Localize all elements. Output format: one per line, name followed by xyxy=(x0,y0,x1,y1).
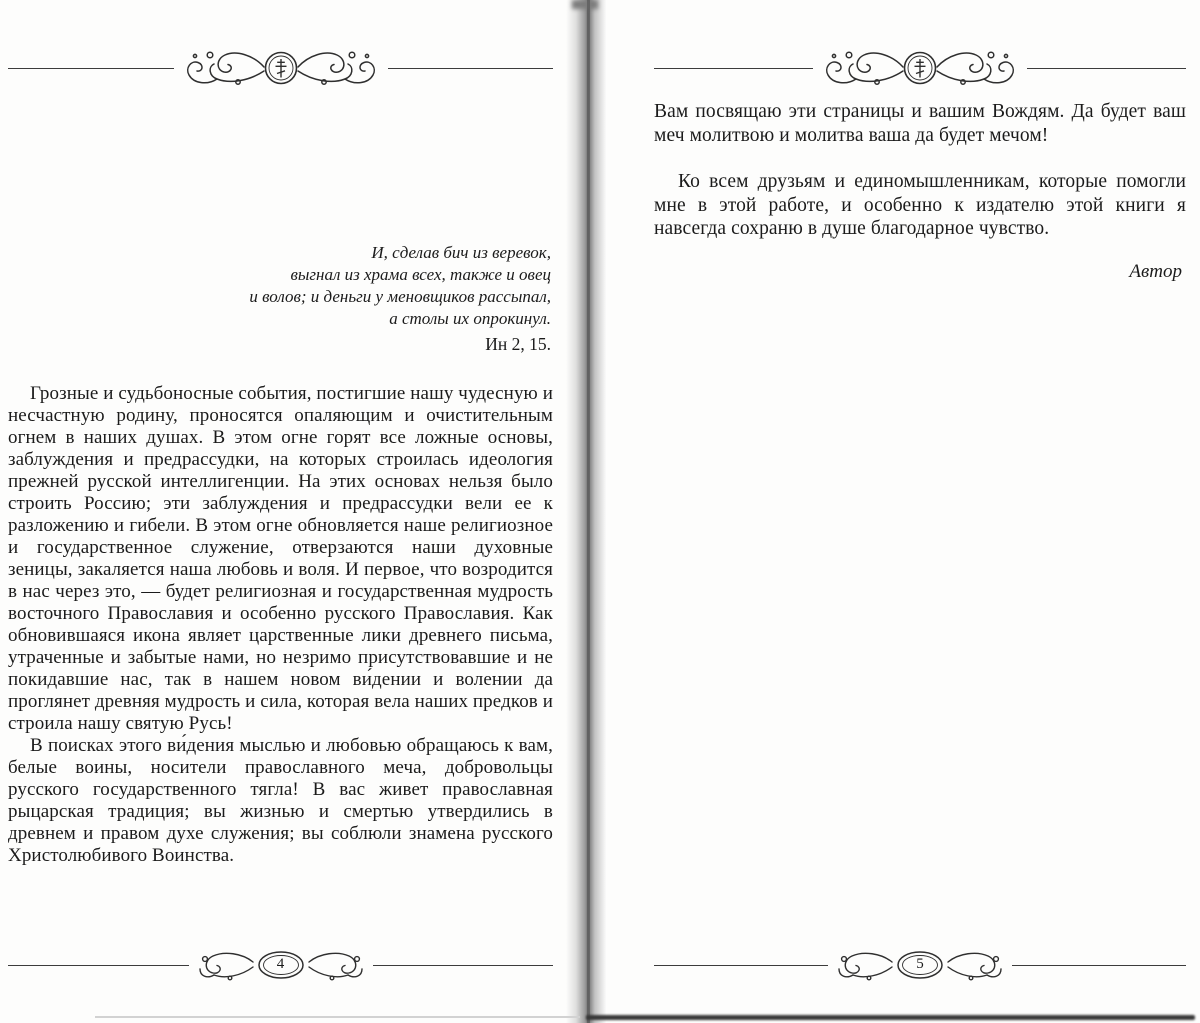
page-footer xyxy=(654,947,1186,983)
epigraph-source: Ин 2, 15. xyxy=(485,334,551,354)
page-left xyxy=(8,0,553,1023)
body-paragraph: В поисках этого ви́дения мыслью и любовью обращаюсь к вам, белые воины, носители православного меча, добровольцы русского государственного тягла! В вас живет православная рыцарская традиция; вы жизнью и смертью утвердились в древнем и правом духе служения; вы соблюли знамена русского Христолюбивого Воинства. xyxy=(8,735,553,866)
orthodox-cross-medallion-icon xyxy=(820,44,1020,92)
footer-rule xyxy=(654,965,828,966)
header-rule xyxy=(8,68,174,69)
epigraph-line: и волов; и деньги у меновщиков рассыпал, xyxy=(249,287,551,306)
scan-edge xyxy=(586,1015,1195,1020)
dedication-paragraph: Вам посвящаю эти страницы и вашим Вождям. Да будет ваш меч молитвою и молитва ваша да будет мечом! xyxy=(654,101,1186,146)
page-header xyxy=(654,44,1186,92)
epigraph xyxy=(8,242,553,355)
page-number: 4 xyxy=(276,955,285,972)
page-footer xyxy=(8,947,553,983)
footer-rule xyxy=(373,965,554,966)
epigraph-line: а столы их опрокинул. xyxy=(389,309,551,328)
author-signature: Автор xyxy=(1129,260,1182,282)
body-paragraph: Грозные и судьбоносные события, постигшие нашу чудесную и несчастную родину, проносятся опаляющим и очистительным огнем в наших душах. В этом огне горят все ложные основы, заблуждения и предрассудки, на которых строилась идеология прежней русской интеллигенции. На этих основах нельзя было строить Россию; эти заблуждения и предрассудки вели ее к разложению и гибели. В этом огне обновляется наше религиозное и государственное служение, отверзаются наши духовные зеницы, закаляется наша любовь и воля. И первое, что возродится в нас через это, — будет религиозная и государственная мудрость восточного Православия и особенно русского Православия. Как обновившаяся икона являет царственные лики древнего письма, утраченные и забытые нами, но незримо присутствовавшие и не покидавшие нас, так в нашем новом ви́дении и волении да проглянет древняя мудрость и сила, которая вела наших предков и строила нашу святую Русь! xyxy=(8,383,553,734)
footer-rule xyxy=(8,965,189,966)
epigraph-line: И, сделав бич из веревок, xyxy=(371,243,551,262)
header-rule xyxy=(1027,68,1186,69)
epigraph-line: выгнал из храма всех, также и овец xyxy=(290,265,551,284)
page-header xyxy=(8,44,553,92)
book-gutter xyxy=(566,0,606,1023)
page-number: 5 xyxy=(916,955,924,972)
dedication-paragraph: Ко всем друзьям и единомышленникам, которые помогли мне в этой работе, и особенно к издателю этой книги я навсегда сохраню в душе благодарное чувство. xyxy=(654,171,1186,239)
orthodox-cross-medallion-icon xyxy=(181,44,381,92)
scan-edge xyxy=(95,1016,580,1018)
page-right xyxy=(654,0,1186,1023)
header-rule xyxy=(388,68,554,69)
header-rule xyxy=(654,68,813,69)
footer-rule xyxy=(1012,965,1186,966)
